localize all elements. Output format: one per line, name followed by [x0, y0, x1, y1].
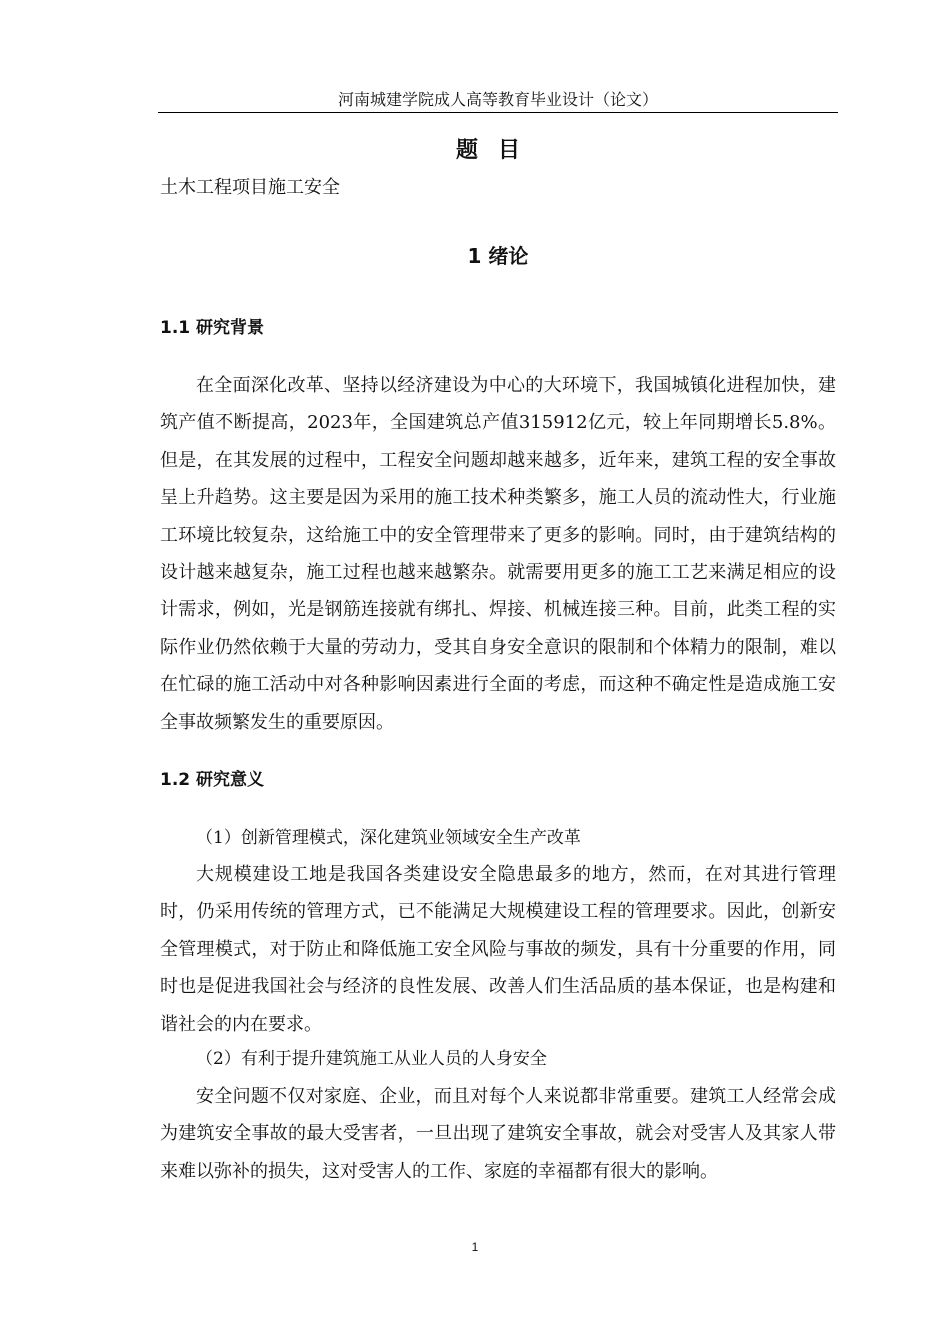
section-heading-significance: 1.2 研究意义: [160, 770, 265, 790]
item-paragraph-2: 安全问题不仅对家庭、企业，而且对每个人来说都非常重要。建筑工人经常会成为建筑安全事故的最大受害者，一旦出现了建筑安全事故，就会对受害人及其家人带来难以弥补的损失，这对受害人的工作、家庭的幸福都有很大的影响。: [160, 1086, 836, 1182]
chapter-heading: 1 绪论: [467, 244, 529, 268]
item-title-1: （1）创新管理模式，深化建筑业领域安全生产改革: [196, 828, 581, 848]
page-header: [158, 90, 838, 113]
thesis-subject: 土木工程项目施工安全: [160, 177, 340, 198]
background-paragraph: 在全面深化改革、坚持以经济建设为中心的大环境下，我国城镇化进程加快，建筑产值不断提高，2023年，全国建筑总产值315912亿元，较上年同期增长5.8%。但是，在其发展的过程中，工程安全问题却越来越多，近年来，建筑工程的安全事故呈上升趋势。这主要是因为采用的施工技术种类繁多，施工人员的流动性大，行业施工环境比较复杂，这给施工中的安全管理带来了更多的影响。同时，由于建筑结构的设计越来越复杂，施工过程也越来越繁杂。就需要用更多的施工工艺来满足相应的设计需求，例如，光是钢筋连接就有绑扎、焊接、机械连接三种。目前，此类工程的实际作业仍然依赖于大量的劳动力，受其自身安全意识的限制和个体精力的限制，难以在忙碌的施工活动中对各种影响因素进行全面的考虑，而这种不确定性是造成施工安全事故频繁发生的重要原因。: [160, 375, 836, 733]
header-text: 河南城建学院成人高等教育毕业设计（论文）: [337, 90, 658, 109]
page-number: 1: [471, 1240, 479, 1254]
item-paragraph-1: 大规模建设工地是我国各类建设安全隐患最多的地方，然而，在对其进行管理时，仍采用传统的管理方式，已不能满足大规模建设工程的管理要求。因此，创新安全管理模式，对于防止和降低施工安全风险与事故的频发，具有十分重要的作用，同时也是促进我国社会与经济的良性发展、改善人们生活品质的基本保证，也是构建和谐社会的内在要求。: [160, 864, 836, 1035]
item-title-2: （2）有利于提升建筑施工从业人员的人身安全: [196, 1049, 547, 1069]
section-heading-background: 1.1 研究背景: [160, 318, 265, 338]
thesis-title-label: 题目: [455, 138, 540, 163]
